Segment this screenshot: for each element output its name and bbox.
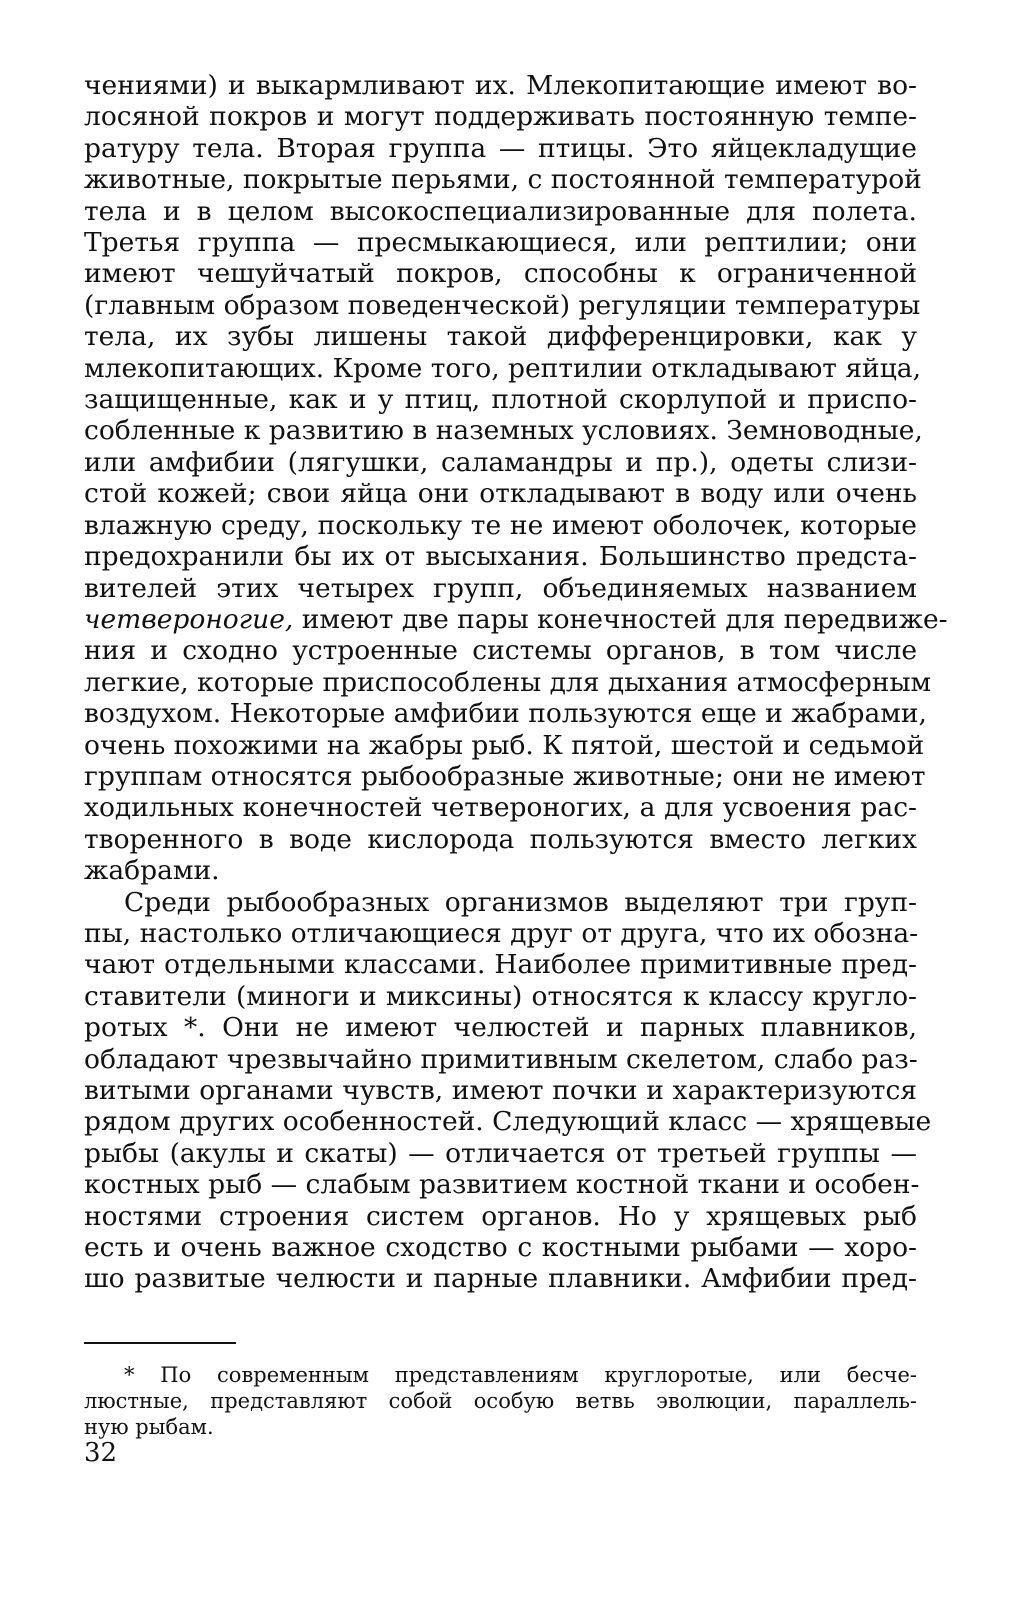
text-line: витыми органами чувств, имеют почки и характеризуются (84, 1075, 917, 1106)
text-line: рядом других особенностей. Следующий класс — хрящевые (84, 1106, 932, 1138)
text-line-with-italic (84, 603, 948, 635)
text-line: лосяной покров и могут поддерживать постоянную темпе- (84, 101, 917, 133)
footnote-line: * По современным представлениям круглоротые, или бесче- (124, 1363, 917, 1387)
text-line: (главным образом поведенческой) регуляции температуры (84, 289, 921, 321)
text-line: ходильных конечностей четвероногих, а для усвоения рас- (84, 792, 917, 824)
text-line: Третья группа — пресмыкающиеся, или рептилии; они (84, 227, 917, 259)
text-line-rest: имеют две пары конечностей для передвиже- (293, 603, 948, 635)
footnote (84, 1362, 917, 1440)
text-line: влажную среду, поскольку те не имеют оболочек, которые (84, 509, 917, 541)
text-line: жабрами. (84, 855, 220, 887)
italic-term: четвероногие, (84, 603, 294, 635)
footnote-line: ную рыбам. (84, 1415, 214, 1439)
paragraph-1 (84, 70, 948, 887)
page-number: 32 (84, 1438, 118, 1468)
text-line: ставители (миноги и миксины) относятся к классу кругло- (84, 980, 917, 1012)
text-line: стой кожей; свои яйца они откладывают в воду или очень (84, 478, 917, 510)
text-line: легкие, которые приспособлены для дыхания атмосферным (84, 666, 932, 698)
text-line: творенного в воде кислорода пользуются вместо легких (84, 823, 917, 855)
text-line: пы, настолько отличающиеся друг от друга, что их обозна- (84, 917, 919, 949)
text-line: чают отдельными классами. Наиболее примитивные пред- (84, 949, 917, 981)
page-body (84, 70, 948, 1295)
text-line: имеют чешуйчатый покров, способны к ограниченной (84, 258, 917, 290)
text-line: ратуру тела. Вторая группа — птицы. Это яйцекладущие (84, 132, 917, 164)
text-line: шо развитые челюсти и парные плавники. Амфибии пред- (84, 1263, 917, 1295)
text-line: ротых *. Они не имеют челюстей и парных плавников, (84, 1012, 917, 1044)
footnote-divider (84, 1342, 236, 1344)
footnote-line: люстные, представляют собой особую ветвь эволюции, параллель- (84, 1389, 917, 1413)
text-line: защищенные, как и у птиц, плотной скорлупой и приспо- (84, 384, 917, 416)
text-line: рыбы (акулы и скаты) — отличается от третьей группы — (84, 1137, 917, 1169)
text-line: ностями строения систем органов. Но у хрящевых рыб (84, 1200, 917, 1232)
text-line: Среди рыбообразных организмов выделяют три груп- (124, 886, 917, 918)
text-line: животные, покрытые перьями, с постоянной температурой (84, 164, 922, 196)
text-line: группам относятся рыбообразные животные; они не имеют (84, 760, 926, 792)
text-line: есть и очень важное сходство с костными рыбами — хоро- (84, 1232, 917, 1264)
text-line: ния и сходно устроенные системы органов, в том числе (84, 635, 917, 667)
text-line: воздухом. Некоторые амфибии пользуются еще и жабрами, (84, 698, 927, 730)
text-line: собленные к развитию в наземных условиях. Земноводные, (84, 415, 923, 447)
text-line: костных рыб — слабым развитием костной ткани и особен- (84, 1169, 920, 1201)
text-line: тела, их зубы лишены такой дифференцировки, как у (84, 321, 917, 353)
text-line: чениями) и выкармливают их. Млекопитающие имеют во- (84, 70, 917, 101)
text-line: вителей этих четырех групп, объединяемых названием (84, 572, 917, 604)
text-line: очень похожими на жабры рыб. К пятой, шестой и седьмой (84, 729, 925, 761)
text-line: обладают чрезвычайно примитивным скелетом, слабо раз- (84, 1043, 918, 1075)
text-line: предохранили бы их от высыхания. Большинство предста- (84, 541, 917, 573)
text-line: тела и в целом высокоспециализированные для полета. (84, 195, 917, 227)
text-line: млекопитающих. Кроме того, рептилии откладывают яйца, (84, 352, 921, 384)
text-line: или амфибии (лягушки, саламандры и пр.), одеты слизи- (84, 446, 917, 478)
paragraph-2 (84, 886, 932, 1295)
